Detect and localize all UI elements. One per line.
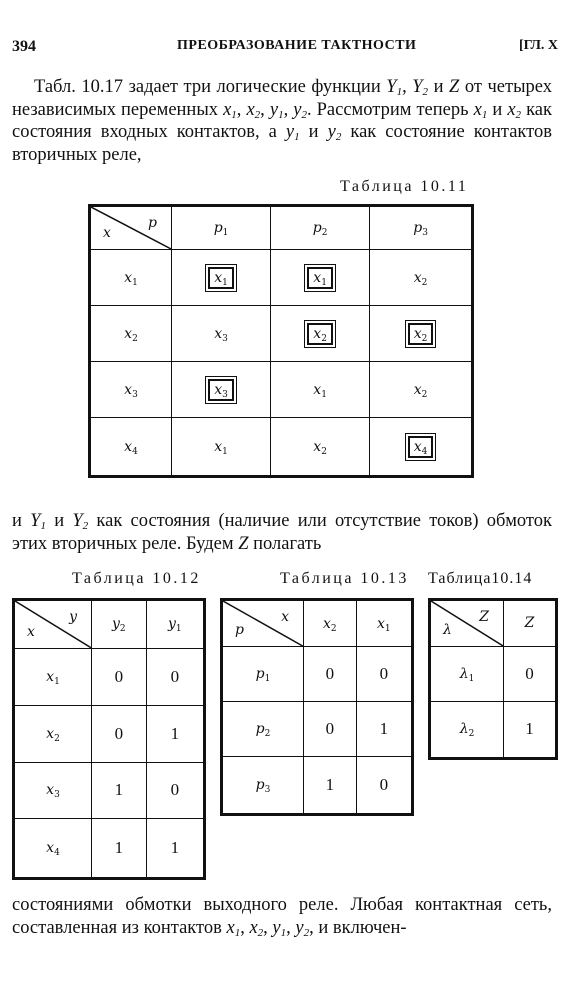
table-10-11-cell: $x_4$ [370, 418, 473, 477]
table-10-11-cell: $x_2$ [271, 418, 370, 477]
var-x2: $x_2$ [507, 99, 522, 121]
table-10-11-cell: $x_2$ [370, 306, 473, 362]
table-10-11 [88, 204, 474, 478]
table-10-12-row [14, 819, 205, 879]
table-10-11-cell: $x_2$ [370, 249, 473, 305]
table-10-14-row-label: $\lambda_2$ [430, 701, 504, 758]
table-10-11-cell: $x_3$ [172, 362, 271, 418]
table-10-11-caption: Таблица 10.11 [340, 178, 469, 195]
table-10-12-cell: 0 [92, 648, 147, 705]
table-10-13-corner-cell [222, 600, 304, 647]
table-10-11-cell: $x_2$ [271, 306, 370, 362]
table-10-11-cell: $x_1$ [172, 418, 271, 477]
table-10-11-row [90, 306, 473, 362]
table-10-13-row-label: $p_3$ [222, 757, 304, 815]
page-header [12, 38, 558, 58]
table-10-12-corner-bottom-label: x [27, 623, 35, 640]
var-z: Z [449, 77, 460, 97]
running-title: ПРЕОБРАЗОВАНИЕ ТАКТНОСТИ [177, 38, 417, 53]
table-10-14-cell: 0 [504, 646, 557, 701]
table-10-13-row [222, 647, 413, 702]
var-y2: $Y_2$ [72, 511, 89, 532]
table-10-13-caption: Таблица 10.13 [280, 570, 409, 587]
table-10-12-row [14, 648, 205, 705]
table-10-13-col-header: $x_1$ [356, 600, 412, 647]
table-10-12-col-header: $y_2$ [92, 600, 147, 649]
table-10-14-row-label: $\lambda_1$ [430, 646, 504, 701]
table-10-12-cell: 1 [146, 705, 204, 762]
var-y2: $Y_2$ [412, 77, 429, 98]
table-10-13-corner-top-label: x [281, 609, 289, 625]
table-10-13-corner-bottom-label: p [235, 622, 244, 639]
table-10-11-col-header: $p_2$ [271, 206, 370, 250]
table-10-11-row [90, 249, 473, 305]
table-10-11-cell: $x_3$ [172, 306, 271, 362]
paragraph-1: Табл. 10.17 задает три логические функции $Y_1$, $Y_2$ и Z от четырех независимых переменных $x_1$, $x_2$, $y_1$, $y_2$. Рассмотрим теперь $x_1$ и $x_2$ как состояния входных контактов, а $y_1$ и $y_2$ как состояние контактов вторичных реле, [12, 77, 553, 165]
table-10-13-cell: 0 [356, 647, 412, 702]
table-10-11-row-label: $x_4$ [90, 418, 172, 477]
paragraph-3: состояниями обмотки выходного реле. Любая контактная сеть, составленная из контактов $x_1$, $x_2$, $y_1$, $y_2$, и включен- [12, 895, 552, 939]
table-10-13-cell: 1 [356, 702, 412, 757]
table-10-12-row-label: $x_1$ [14, 648, 92, 705]
var-y1: $y_1$ [272, 917, 287, 939]
table-10-12-row [14, 705, 205, 762]
table-10-11-row-label: $x_3$ [90, 362, 172, 418]
table-10-11-row-label: $x_2$ [90, 306, 172, 362]
table-10-11-row [90, 362, 473, 418]
var-z: Z [238, 533, 249, 554]
table-10-11-corner-bottom-label: x [103, 224, 111, 241]
table-10-11-cell: $x_1$ [271, 249, 370, 305]
var-x2: $x_2$ [249, 917, 264, 939]
table-10-11-row-label: $x_1$ [90, 249, 172, 305]
table-10-11-corner-top-label: p [148, 215, 157, 231]
table-10-14-corner-cell [430, 600, 504, 647]
table-10-12-cell: 1 [92, 819, 147, 879]
table-10-13-row-label: $p_1$ [222, 647, 304, 702]
table-10-14 [428, 598, 558, 760]
var-y2: $y_2$ [327, 122, 342, 143]
table-10-12-caption: Таблица 10.12 [72, 570, 201, 587]
table-10-12 [12, 598, 206, 880]
var-x1: $x_1$ [226, 917, 241, 939]
table-10-12-corner-cell [14, 600, 92, 649]
paragraph-2: и $Y_1$ и $Y_2$ как состояния (наличие или отсутствие токов) обмоток этих вторичных реле. Будем Z полагать [12, 511, 553, 554]
table-10-12-row-label: $x_4$ [14, 819, 92, 879]
table-10-14-row [430, 646, 557, 701]
table-10-13-row [222, 702, 413, 757]
table-10-11-row [90, 418, 473, 477]
var-y1: $y_1$ [285, 122, 300, 143]
var-x2: $x_2$ [246, 99, 261, 121]
page-number: 394 [12, 38, 36, 55]
table-10-12-col-header: $y_1$ [146, 600, 204, 649]
table-10-14-corner-bottom-label: λ [443, 621, 452, 638]
table-10-12-cell: 1 [92, 762, 147, 819]
var-x1: $x_1$ [223, 99, 237, 121]
table-10-12-corner-top-label: y [69, 609, 77, 625]
var-y2: $y_2$ [295, 917, 310, 939]
table-10-11-cell: $x_2$ [370, 362, 473, 418]
var-x1: $x_1$ [473, 99, 488, 121]
table-10-12-cell: 0 [146, 648, 204, 705]
table-10-12-cell: 0 [146, 762, 204, 819]
table-10-14-caption: Таблица10.14 [428, 570, 533, 587]
var-y1: $Y_1$ [30, 511, 46, 532]
table-10-12-cell: 1 [146, 819, 204, 879]
table-10-13-cell: 0 [304, 647, 357, 702]
table-10-13-cell: 1 [304, 757, 357, 815]
table-10-14-corner-top-label: Z [479, 609, 489, 625]
var-y1: $Y_1$ [386, 77, 403, 98]
table-10-13-row-label: $p_2$ [222, 702, 304, 757]
table-10-11-cell: $x_1$ [172, 249, 271, 305]
var-y2: $y_2$ [293, 99, 307, 121]
table-10-12-row-label: $x_3$ [14, 762, 92, 819]
table-10-12-row [14, 762, 205, 819]
table-10-11-col-header: $p_3$ [370, 206, 473, 250]
table-10-11-corner-cell [90, 206, 172, 250]
table-10-13 [220, 598, 414, 816]
table-10-12-row-label: $x_2$ [14, 705, 92, 762]
table-10-13-col-header: $x_2$ [304, 600, 357, 647]
table-10-13-row [222, 757, 413, 815]
var-y1: $y_1$ [269, 99, 284, 121]
chapter-label: [ГЛ. X [519, 38, 558, 53]
table-10-13-cell: 0 [356, 757, 412, 815]
table-10-12-cell: 0 [92, 705, 147, 762]
table-10-11-cell: $x_1$ [271, 362, 370, 418]
table-10-14-cell: 1 [504, 701, 557, 758]
table-10-14-col-header: Z [504, 600, 557, 647]
table-10-14-row [430, 701, 557, 758]
table-10-13-cell: 0 [304, 702, 357, 757]
table-10-11-col-header: $p_1$ [172, 206, 271, 250]
